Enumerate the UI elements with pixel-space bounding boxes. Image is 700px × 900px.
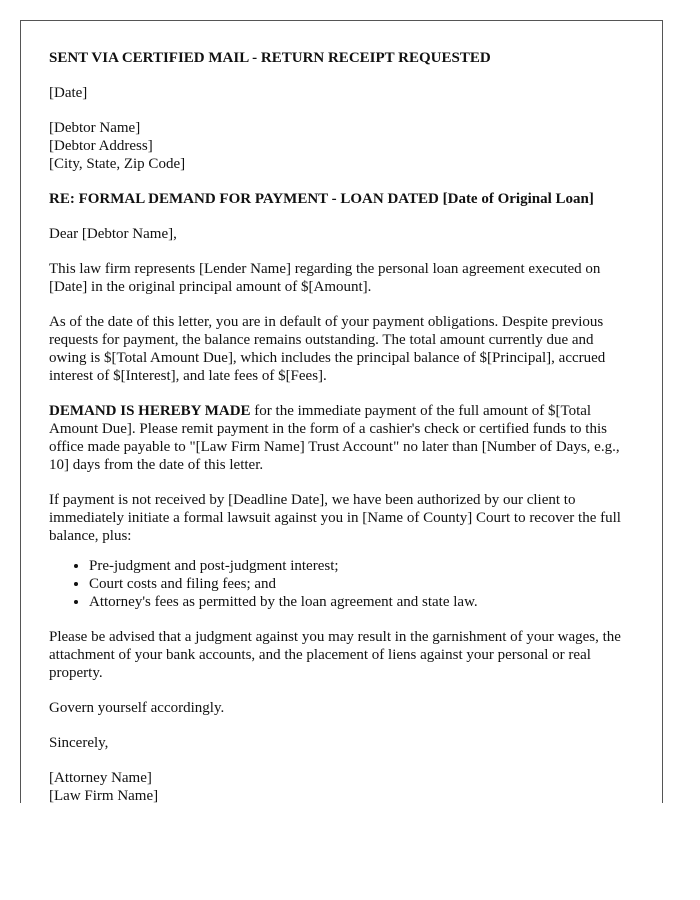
list-item: • Attorney's fees as permitted by the loan agreement and state law. xyxy=(89,593,634,611)
signature-block xyxy=(49,769,634,805)
letter-page xyxy=(20,20,663,803)
paragraph-representation: This law firm represents [Lender Name] regarding the personal loan agreement executed on [Date] in the original principal amount of $[Amount]. xyxy=(49,261,601,295)
closing: Sincerely, xyxy=(49,735,109,751)
paragraph-lawsuit: If payment is not received by [Deadline Date], we have been authorized by our client to immediately initiate a formal lawsuit against you in [Name of County] Court to recover the full balance, plus: xyxy=(49,492,621,544)
paragraph-default: As of the date of this letter, you are in default of your payment obligations. Despite previous requests for payment, the balance remains outstanding. The total amount currently due and owing is $[Total Amount Due], which includes the principal balance of $[Principal], accrued interest of $[Interest], and late fees of $[Fees]. xyxy=(49,314,606,384)
debtor-address-block xyxy=(49,119,634,173)
mail-heading: SENT VIA CERTIFIED MAIL - RETURN RECEIPT REQUESTED xyxy=(49,50,491,66)
law-firm-name: [Law Firm Name] xyxy=(49,788,159,804)
demand-text: for the immediate payment of the full amount of $[Total Amount Due]. Please remit payment in the form of a cashier's check or certified funds to this office made payable to "[Law Firm Name] Trust Account" no later than [Number of Days, e.g., 10] days from the date of this letter. xyxy=(49,403,620,473)
paragraph-judgment: Please be advised that a judgment against you may result in the garnishment of your wages, the attachment of your bank accounts, and the placement of liens against your personal or real property. xyxy=(49,629,621,681)
letter-date: [Date] xyxy=(49,85,88,101)
debtor-address: [Debtor Address] xyxy=(49,138,153,154)
paragraph-govern: Govern yourself accordingly. xyxy=(49,700,225,716)
remedies-list xyxy=(49,557,634,611)
list-item: • Pre-judgment and post-judgment interest; xyxy=(89,557,634,575)
attorney-name: [Attorney Name] xyxy=(49,770,152,786)
debtor-city: [City, State, Zip Code] xyxy=(49,156,186,172)
salutation: Dear [Debtor Name], xyxy=(49,226,177,242)
debtor-name: [Debtor Name] xyxy=(49,120,141,136)
paragraph-demand xyxy=(49,402,634,474)
list-item: • Court costs and filing fees; and xyxy=(89,575,634,593)
re-line: RE: FORMAL DEMAND FOR PAYMENT - LOAN DATED [Date of Original Loan] xyxy=(49,191,594,207)
demand-bold: DEMAND IS HEREBY MADE xyxy=(49,403,251,419)
